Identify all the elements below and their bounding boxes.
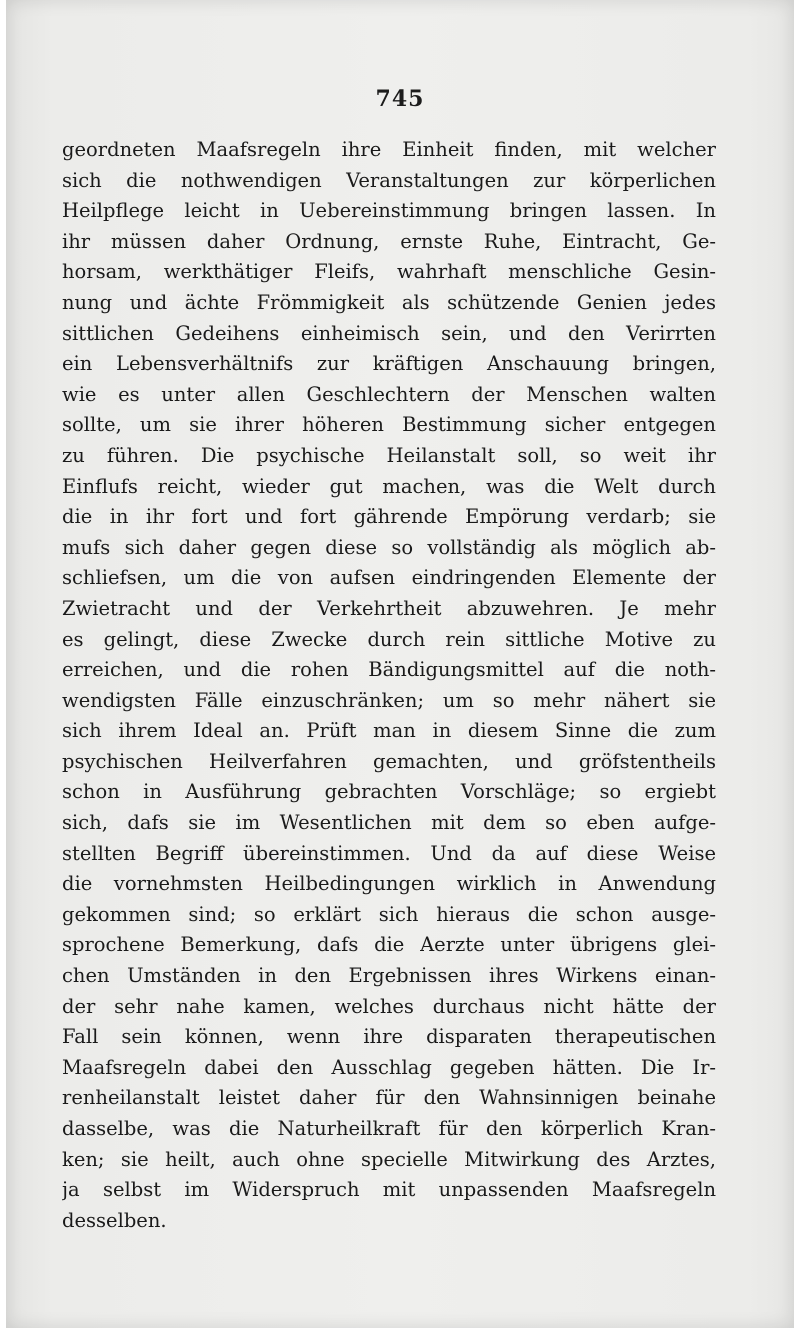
text-line: geordneten Maafsregeln ihre Einheit finden, mit welcher	[62, 138, 716, 161]
text-line: Zwietracht und der Verkehrtheit abzuwehren. Je mehr	[62, 596, 716, 620]
text-line: dasselbe, was die Naturheilkraft für den körperlich Kran-	[62, 1117, 716, 1140]
text-line: Einflufs reicht, wieder gut machen, was die Welt durch	[62, 474, 716, 498]
text-line: ein Lebensverhältnifs zur kräftigen Anschauung bringen,	[62, 352, 716, 376]
text-line: Heilpflege leicht in Uebereinstimmung bringen lassen. In	[62, 199, 716, 223]
text-line: die vornehmsten Heilbedingungen wirklich in Anwendung	[62, 872, 716, 896]
text-line: die in ihr fort und fort gährende Empörung verdarb; sie	[62, 505, 716, 529]
text-line: ja selbst im Widerspruch mit unpassenden Maafsregeln	[62, 1178, 716, 1202]
text-line: ihr müssen daher Ordnung, ernste Ruhe, Eintracht, Ge-	[62, 229, 716, 253]
text-line: sollte, um sie ihrer höheren Bestimmung sicher entgegen	[62, 413, 716, 437]
text-line: Maafsregeln dabei den Ausschlag gegeben hätten. Die Ir-	[62, 1055, 716, 1079]
text-line: sich ihrem Ideal an. Prüft man in diesem Sinne die zum	[62, 719, 716, 743]
text-line: wendigsten Fälle einzuschränken; um so mehr nähert sie	[62, 688, 716, 712]
text-line: schliefsen, um die von aufsen eindringenden Elemente der	[62, 566, 716, 590]
text-line: sich die nothwendigen Veranstaltungen zur körperlichen	[62, 168, 716, 192]
text-line: chen Umständen in den Ergebnissen ihres Wirkens einan-	[62, 964, 716, 988]
text-line: nung und ächte Frömmigkeit als schützende Genien jedes	[62, 290, 716, 314]
text-line: sprochene Bemerkung, dafs die Aerzte unter übrigens glei-	[62, 933, 716, 957]
text-line: Fall sein können, wenn ihre disparaten therapeutischen	[62, 1025, 716, 1049]
text-line: renheilanstalt leistet daher für den Wahnsinnigen beinahe	[62, 1086, 716, 1110]
text-line: mufs sich daher gegen diese so vollständig als möglich ab-	[62, 535, 716, 559]
text-line: gekommen sind; so erklärt sich hieraus die schon ausge-	[62, 902, 716, 926]
text-line: psychischen Heilverfahren gemachten, und gröfstentheils	[62, 749, 716, 773]
page-number: 745	[375, 86, 425, 112]
book-page	[6, 0, 794, 1328]
text-line: stellten Begriff übereinstimmen. Und da auf diese Weise	[62, 841, 716, 865]
text-line: schon in Ausführung gebrachten Vorschläge; so ergiebt	[62, 780, 716, 804]
text-line: es gelingt, diese Zwecke durch rein sittliche Motive zu	[62, 627, 716, 651]
body-text	[62, 135, 716, 1236]
text-line: ken; sie heilt, auch ohne specielle Mitwirkung des Arztes,	[62, 1147, 716, 1171]
text-line: erreichen, und die rohen Bändigungsmittel auf die noth-	[62, 658, 716, 682]
text-line: wie es unter allen Geschlechtern der Menschen walten	[62, 382, 716, 406]
text-line: der sehr nahe kamen, welches durchaus nicht hätte der	[62, 994, 716, 1018]
text-line: horsam, werkthätiger Fleifs, wahrhaft menschliche Gesin-	[62, 260, 716, 284]
text-line: sittlichen Gedeihens einheimisch sein, und den Verirrten	[62, 321, 716, 345]
text-line: sich, dafs sie im Wesentlichen mit dem so eben aufge-	[62, 811, 716, 835]
text-line: zu führen. Die psychische Heilanstalt soll, so weit ihr	[62, 443, 716, 467]
text-line: desselben.	[62, 1208, 167, 1232]
